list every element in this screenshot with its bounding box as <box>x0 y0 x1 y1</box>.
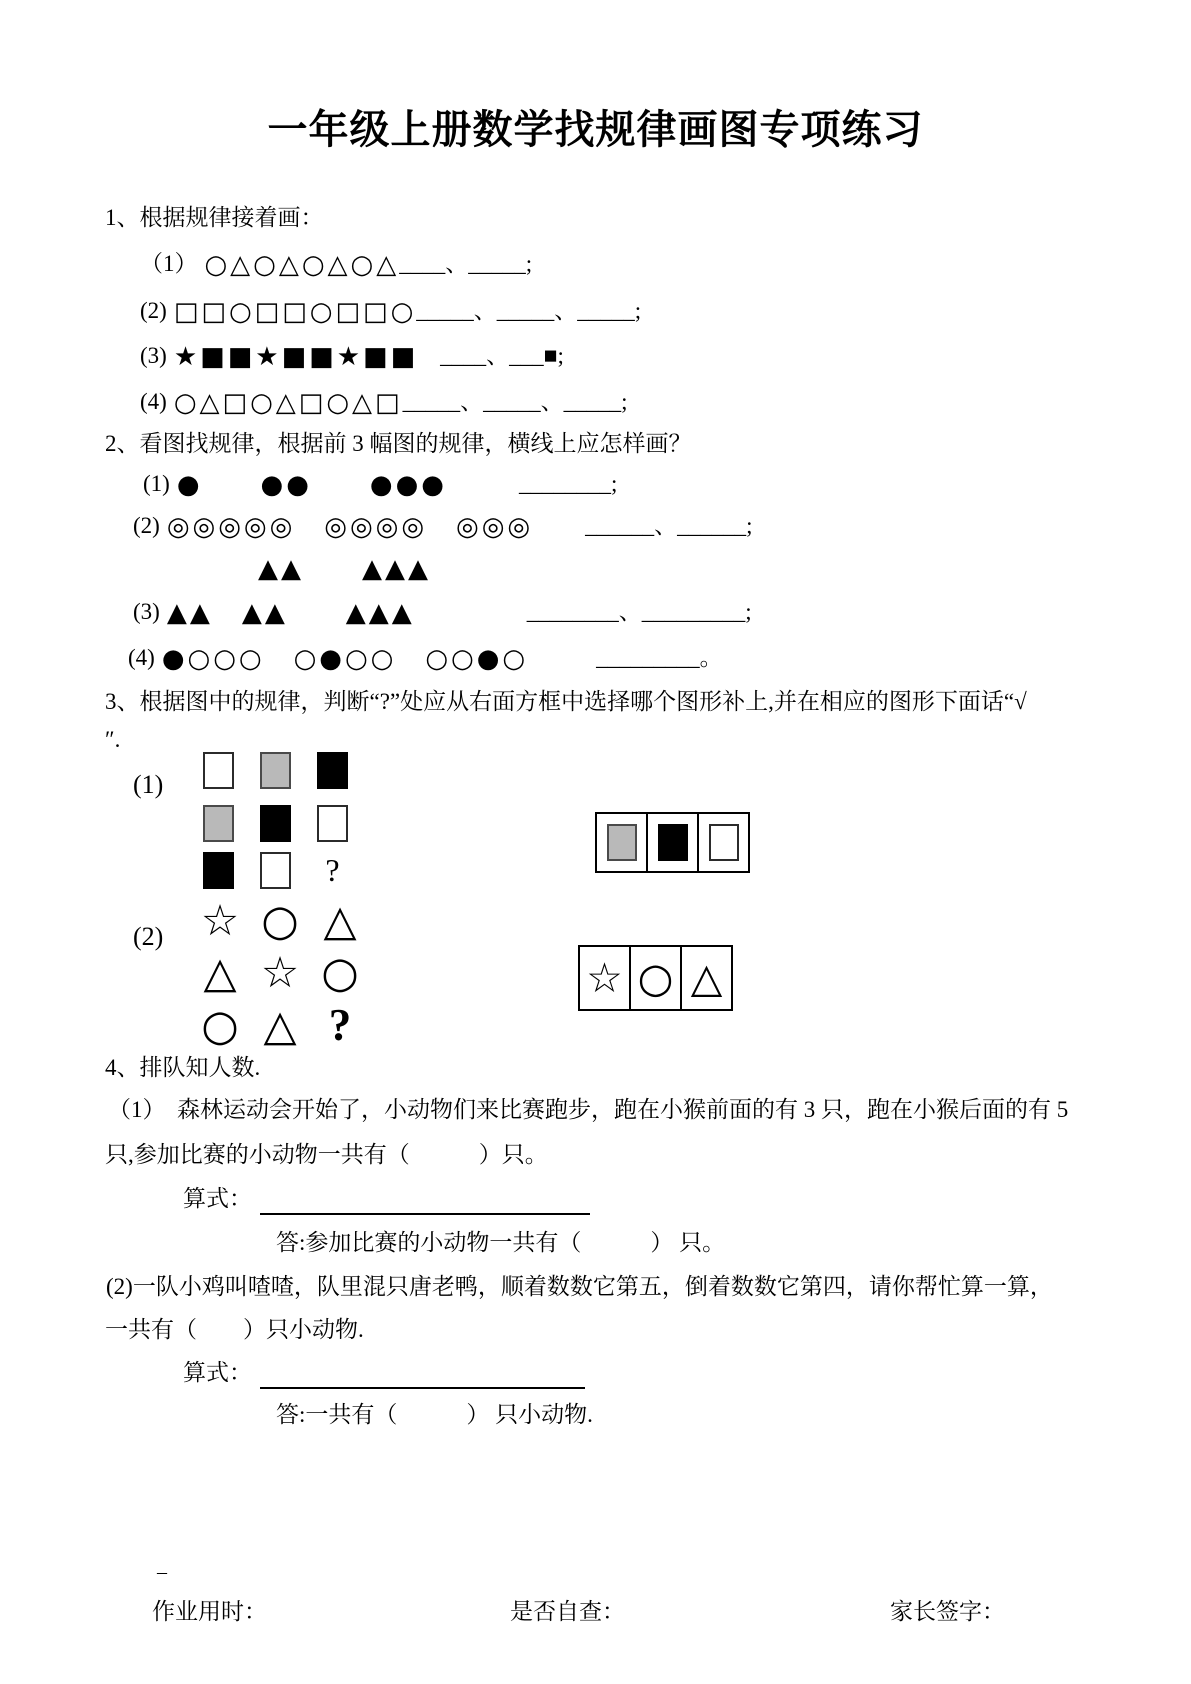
triangle-cell: △ <box>680 947 731 1009</box>
white-cell <box>317 805 348 842</box>
q4-part2-line1: (2)一队小鸡叫喳喳，队里混只唐老鸭，顺着数数它第五，倒着数数它第四，请你帮忙算一算， <box>106 1274 1053 1299</box>
q1-item-4 <box>140 386 627 419</box>
q4-part2-formula-line <box>183 1357 585 1389</box>
white-cell <box>697 814 748 871</box>
footer-selfcheck-label: 是否自查： <box>510 1599 625 1624</box>
star-cell: ☆ <box>586 954 623 1002</box>
q4-part1-line2: 只,参加比赛的小动物一共有（ ）只。 <box>105 1142 548 1167</box>
q4-heading: 4、排队知人数. <box>105 1055 261 1080</box>
pattern-shapes: ●○○○ ○●○○ ○○●○ <box>161 644 529 674</box>
item-label: (2) <box>140 298 167 323</box>
pattern-shapes: ★■■★■■★■■ <box>173 342 419 372</box>
q2-item-3-upper-row <box>258 552 431 585</box>
q3-fig1-grid-row <box>203 752 374 789</box>
pattern-shapes: ○△○△○△○△ <box>204 250 400 280</box>
q4-part1-answer: 答:参加比赛的小动物一共有（ ） 只。 <box>276 1230 726 1255</box>
pattern-shapes: ○△□○△□○△□ <box>173 388 403 418</box>
q1-heading: 1、根据规律接着画： <box>105 205 324 230</box>
q4-part2-answer: 答:一共有（ ） 只小动物. <box>276 1402 593 1427</box>
formula-label: 算式： <box>183 1360 252 1385</box>
q3-fig1-grid-row <box>203 852 374 889</box>
gray-cell <box>597 814 646 871</box>
circle-cell: ○ <box>201 1001 239 1051</box>
q3-fig1-options-box <box>595 812 750 873</box>
q3-heading-line2: ″. <box>105 727 121 752</box>
star-cell: ☆ <box>260 948 300 998</box>
gray-cell <box>260 752 291 789</box>
triangle-cell: △ <box>323 896 357 946</box>
triangle-cell: △ <box>203 948 237 998</box>
q1-item-2 <box>140 295 641 328</box>
answer-blanks: _____、_____、_____; <box>416 298 642 323</box>
pattern-shapes: ◎◎◎◎◎ ◎◎◎◎ ◎◎◎ <box>166 512 534 542</box>
item-label: (3) <box>140 343 167 368</box>
black-cell <box>646 814 697 871</box>
item-label: (4) <box>128 645 155 670</box>
black-cell <box>260 805 291 842</box>
answer-blanks: _____、_____、_____; <box>402 389 628 414</box>
item-label: (1) <box>143 471 170 496</box>
answer-blanks: _________。 <box>596 645 723 670</box>
q3-fig1-grid-row <box>203 805 374 842</box>
q2-item-1 <box>143 468 617 501</box>
q1-item-3 <box>140 340 564 373</box>
item-label: (4) <box>140 389 167 414</box>
answer-blanks: ________; <box>518 471 618 496</box>
triangle-cell: △ <box>263 1001 297 1051</box>
pattern-shapes: ● ●● ●●● <box>176 470 447 500</box>
footer-dash: – <box>157 1561 167 1583</box>
formula-blank-line <box>260 1361 585 1389</box>
footer-worktime-label: 作业用时： <box>152 1599 267 1624</box>
formula-blank-line <box>260 1187 590 1215</box>
q1-item-1 <box>140 248 532 281</box>
q3-fig2-grid-row <box>190 896 370 946</box>
pattern-shapes: ▲▲ ▲▲ ▲▲▲ <box>166 598 415 628</box>
q4-part1-formula-line <box>183 1183 590 1215</box>
q4-part1-line1: （1） 森林运动会开始了，小动物们来比赛跑步，跑在小猴前面的有 3 只，跑在小猴后面的有 5 <box>108 1097 1069 1122</box>
q2-heading: 2、看图找规律，根据前 3 幅图的规律，横线上应怎样画？ <box>105 431 692 456</box>
star-cell: ☆ <box>200 896 240 946</box>
circle-cell: ○ <box>321 948 359 998</box>
q3-fig2-options-box <box>578 945 733 1011</box>
white-cell <box>260 852 291 889</box>
footer-signature-label: 家长签字： <box>890 1599 1005 1624</box>
pattern-shapes: ▲▲ ▲▲▲ <box>258 554 431 584</box>
item-label: (2) <box>133 513 160 538</box>
q2-item-4 <box>128 642 723 675</box>
q3-fig2-grid-row <box>190 1000 370 1051</box>
q3-fig1-label: (1) <box>133 770 164 799</box>
circle-cell: ○ <box>261 896 299 946</box>
q3-fig2-label: (2) <box>133 922 164 951</box>
circle-cell: ○ <box>629 947 680 1009</box>
q4-part2-line2: 一共有（ ）只小动物. <box>105 1317 364 1342</box>
question-mark: ? <box>328 1000 352 1050</box>
q2-item-2 <box>133 510 752 543</box>
q3-fig2-grid-row <box>190 948 370 998</box>
black-cell <box>203 852 234 889</box>
answer-blanks: ____、_____; <box>399 251 533 276</box>
q2-item-3 <box>133 596 752 629</box>
item-label: (3) <box>133 599 160 624</box>
answer-blanks: ______、______; <box>585 513 753 538</box>
question-mark: ? <box>325 852 340 888</box>
pattern-shapes: □□○□□○□□○ <box>173 297 417 327</box>
answer-blanks: ________、_________; <box>526 599 752 624</box>
white-cell <box>203 752 234 789</box>
answer-blanks: ____、___■; <box>440 343 564 368</box>
black-cell <box>317 752 348 789</box>
item-label: （1） <box>140 251 198 276</box>
page-title: 一年级上册数学找规律画图专项练习 <box>267 107 924 152</box>
formula-label: 算式： <box>183 1186 252 1211</box>
q3-heading-line1: 3、根据图中的规律，判断“?”处应从右面方框中选择哪个图形补上,并在相应的图形下面话“√ <box>105 689 1027 714</box>
gray-cell <box>203 805 234 842</box>
